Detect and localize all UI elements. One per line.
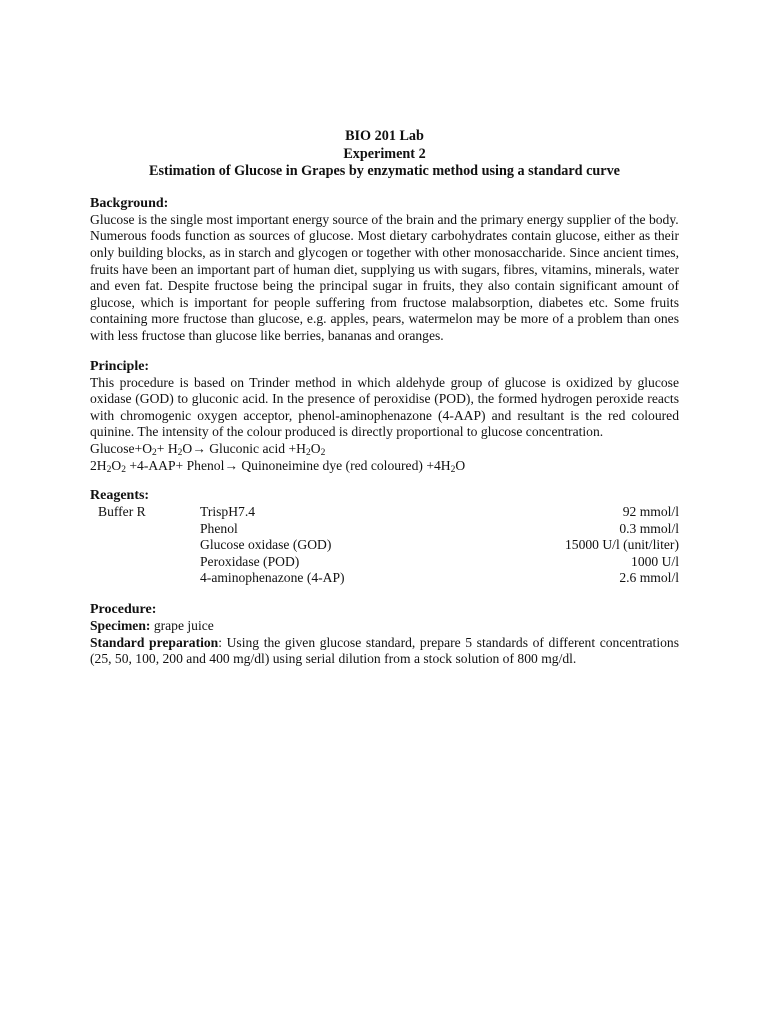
standard-preparation-label: Standard preparation — [90, 634, 219, 650]
course-title: BIO 201 Lab — [345, 128, 424, 144]
reagent-name: TrispH7.4 — [200, 504, 256, 520]
reagent-row — [200, 570, 679, 587]
reagent-name: Peroxidase (POD) — [200, 553, 300, 569]
reaction-equation-1: $Glucose+O_2+ H_2O\to$ Gluconic acid $+H_2O_2$ — [90, 440, 326, 458]
standard-preparation-text: : Using the given glucose standard, prepare 5 standards of different concentrations (25, 50, 100, 200 and 400 mg/dl) using serial dilution from a stock solution of 800 mg/dl. — [90, 634, 679, 667]
reagent-value: 92 mmol/l — [622, 504, 679, 520]
background-paragraph-2: Numerous foods function as sources of glucose. Most dietary carbohydrates contain glucose, either as their only building blocks, as in starch and glycogen or together with other monosaccharide. Since ancient times, fruits have been an important part of human diet, supplying us with sugars, fibres, vitamins, minerals, water and even fat. Despite fructose being the principal sugar in fruits, they also contain significant amount of glucose, which is important for people suffering from fructose malabsorption, diabetes etc. Some fruits containing more fructose than glucose, e.g. apples, pears, watermelon may be more of a problem than ones with less fructose than glucose like berries, bananas and oranges. — [90, 228, 679, 343]
reaction-equation-2: $2H_2O_2 +4-AAP+$ Phenol→ Quinoneimine dye (red coloured) $+4H_2O$ — [90, 457, 466, 475]
specimen-value: grape juice — [150, 618, 214, 634]
reagent-row — [200, 521, 679, 538]
reagent-row — [200, 537, 679, 554]
reagent-value: 1000 U/l — [631, 553, 679, 569]
reagents-table — [90, 504, 679, 588]
principle-heading: Principle: — [90, 358, 150, 374]
background-heading: Background: — [90, 195, 169, 211]
reagent-row — [200, 504, 679, 521]
procedure-heading: Procedure: — [90, 602, 157, 618]
reagent-name: Glucose oxidase (GOD) — [200, 537, 332, 553]
principle-paragraph: This procedure is based on Trinder method in which aldehyde group of glucose is oxidized by glucose oxidase (GOD) to gluconic acid. In the presence of peroxidise (POD), the formed hydrogen peroxide reacts with chromogenic oxygen acceptor, phenol-aminophenazone (4-AAP) and resultant is the red coloured quinine. The intensity of the colour produced is directly proportional to glucose concentration. — [90, 374, 679, 440]
background-paragraph-1: Glucose is the single most important energy source of the brain and the primary energy supplier of the body. — [90, 211, 679, 227]
document-content — [90, 128, 679, 668]
buffer-label: Buffer R — [98, 504, 146, 520]
reagent-value: 2.6 mmol/l — [619, 570, 679, 586]
reagent-name: Phenol — [200, 520, 238, 536]
reagent-row — [200, 554, 679, 571]
specimen-line — [90, 618, 679, 635]
reagents-heading: Reagents: — [90, 488, 150, 504]
specimen-label: Specimen: — [90, 618, 151, 634]
reagent-value: 0.3 mmol/l — [619, 520, 679, 536]
reagent-name: 4-aminophenazone (4-AP) — [200, 570, 345, 586]
title-block — [90, 128, 679, 181]
experiment-number: Experiment 2 — [343, 145, 426, 162]
reagent-value: 15000 U/l (unit/liter) — [564, 537, 679, 553]
experiment-title: Estimation of Glucose in Grapes by enzymatic method using a standard curve — [149, 163, 620, 180]
standard-preparation-paragraph — [90, 635, 679, 668]
